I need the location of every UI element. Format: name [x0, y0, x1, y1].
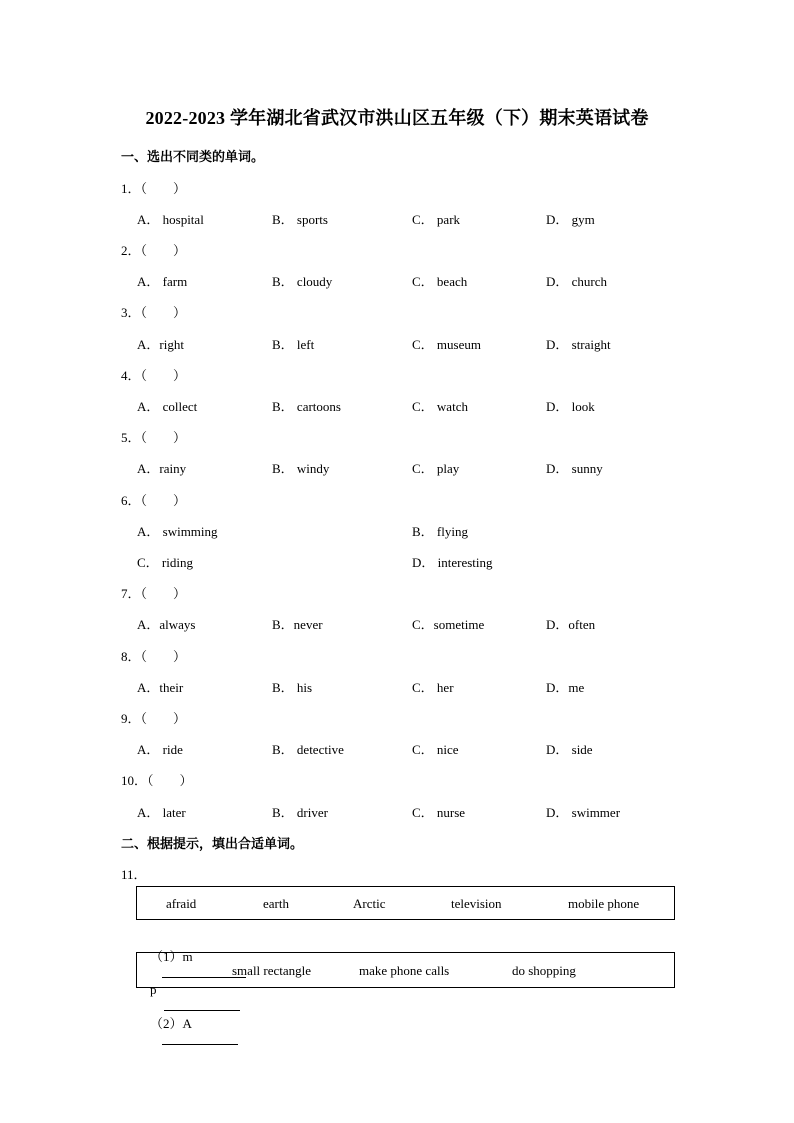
word-bank-box: [136, 886, 675, 920]
question-number: 1．（ ）: [121, 181, 187, 196]
option-a: A．their: [137, 680, 184, 695]
question-number: 9．（ ）: [121, 711, 187, 726]
option-b: B． driver: [272, 805, 328, 820]
option-b: B． flying: [412, 524, 468, 539]
option-b: B． sports: [272, 212, 328, 227]
option-c: C． park: [412, 212, 461, 227]
hint-box: [136, 952, 675, 988]
question-number: 5．（ ）: [121, 430, 187, 445]
option-b: B． windy: [272, 461, 330, 476]
sub-question-letter: p: [150, 982, 157, 997]
option-a: A．right: [137, 337, 184, 352]
option-c: C． museum: [412, 337, 481, 352]
option-d: D． straight: [546, 337, 611, 352]
option-b: B． detective: [272, 742, 344, 757]
option-d: D． interesting: [412, 555, 493, 570]
hint-item: make phone calls: [359, 963, 450, 978]
option-b: B． his: [272, 680, 313, 695]
question-number: 11．: [121, 867, 147, 882]
option-c: C． watch: [412, 399, 468, 414]
question-number: 6．（ ）: [121, 493, 187, 508]
option-a: A．always: [137, 617, 196, 632]
option-d: D．often: [546, 617, 596, 632]
option-d: D． church: [546, 274, 608, 289]
sub-question-label: （2）A: [150, 1016, 192, 1031]
answer-blank[interactable]: [162, 1032, 238, 1045]
option-c: C．sometime: [412, 617, 485, 632]
option-a: A． swimming: [137, 524, 218, 539]
section-1-heading: 一、选出不同类的单词。: [121, 149, 265, 164]
option-d: D． sunny: [546, 461, 603, 476]
question-number: 4．（ ）: [121, 368, 187, 383]
question-number: 3．（ ）: [121, 305, 187, 320]
hint-item: do shopping: [512, 963, 576, 978]
option-c: C． nurse: [412, 805, 466, 820]
section-2-heading: 二、根据提示，填出合适单词。: [121, 836, 304, 851]
option-b: B． cartoons: [272, 399, 341, 414]
word-bank-item: mobile phone: [568, 896, 640, 911]
option-c: C． riding: [137, 555, 193, 570]
exam-title: 2022-2023 学年湖北省武汉市洪山区五年级（下）期末英语试卷: [145, 108, 649, 128]
option-a: A． ride: [137, 742, 183, 757]
option-d: D．me: [546, 680, 585, 695]
question-number: 2．（ ）: [121, 243, 187, 258]
question-number: 10．（ ）: [121, 773, 193, 788]
question-number: 8．（ ）: [121, 649, 187, 664]
option-a: A． collect: [137, 399, 198, 414]
option-d: D． look: [546, 399, 595, 414]
option-c: C． beach: [412, 274, 468, 289]
option-c: C． nice: [412, 742, 459, 757]
word-bank-item: Arctic: [353, 896, 386, 911]
option-d: D． side: [546, 742, 593, 757]
word-bank-item: television: [451, 896, 502, 911]
option-c: C． play: [412, 461, 460, 476]
option-b: B． left: [272, 337, 315, 352]
option-b: B．never: [272, 617, 323, 632]
fill-line-2: [137, 997, 238, 1065]
option-a: A． farm: [137, 274, 188, 289]
option-a: A． later: [137, 805, 186, 820]
option-a: A． hospital: [137, 212, 204, 227]
option-d: D． gym: [546, 212, 595, 227]
sub-question-label: （1）m: [150, 949, 193, 964]
option-d: D． swimmer: [546, 805, 621, 820]
question-number: 7．（ ）: [121, 586, 187, 601]
option-a: A．rainy: [137, 461, 187, 476]
hint-item: small rectangle: [232, 963, 312, 978]
word-bank-item: afraid: [166, 896, 197, 911]
word-bank-item: earth: [263, 896, 289, 911]
option-b: B． cloudy: [272, 274, 333, 289]
option-c: C． her: [412, 680, 454, 695]
